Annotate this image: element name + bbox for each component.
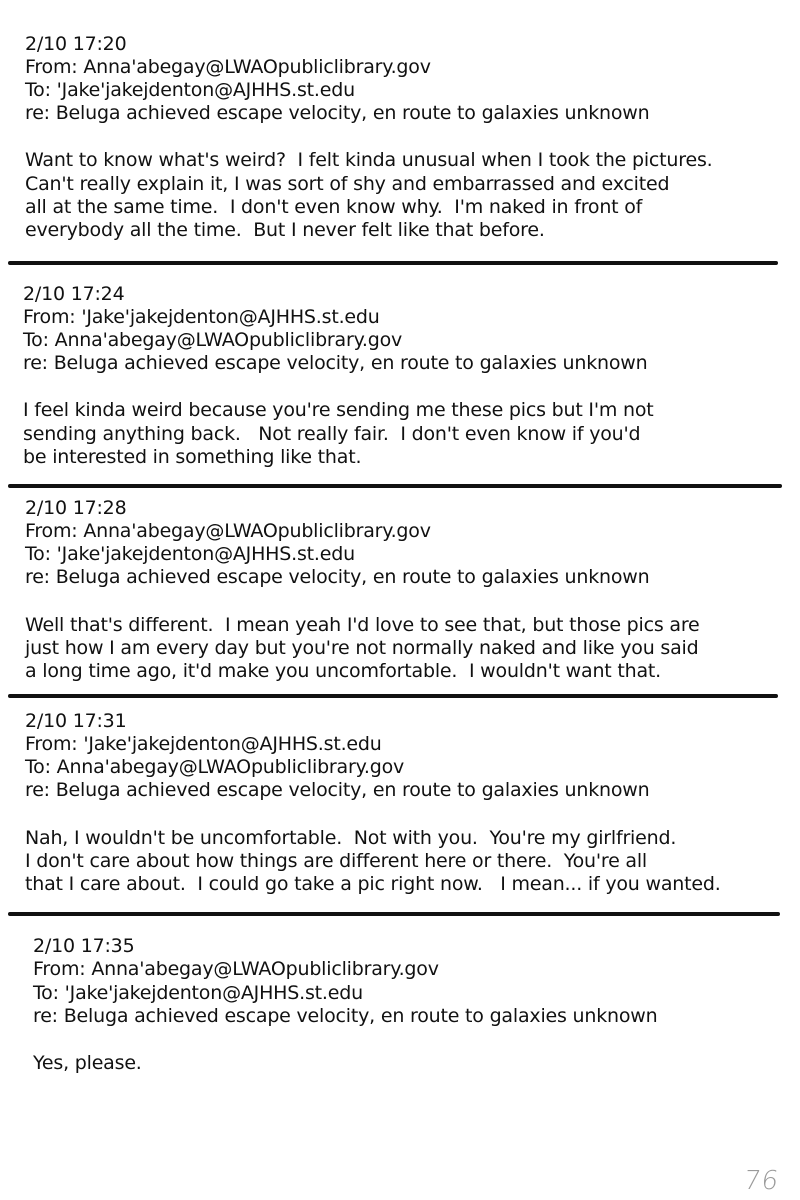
email-body-line: Want to know what's weird? I felt kinda unusual when I took the pictures. xyxy=(25,149,713,171)
email-timestamp: 2/10 17:35 xyxy=(33,935,135,957)
email-from: From: Anna'abegay@LWAOpubliclibrary.gov xyxy=(25,520,431,542)
email-to: To: 'Jake'jakejdenton@AJHHS.st.edu xyxy=(25,79,355,101)
email-body-line: Yes, please. xyxy=(33,1052,142,1074)
email-to: To: 'Jake'jakejdenton@AJHHS.st.edu xyxy=(33,982,363,1004)
email-body-line: I don't care about how things are different here or there. You're all xyxy=(25,850,648,872)
email-timestamp: 2/10 17:20 xyxy=(25,33,127,55)
email-body-line: all at the same time. I don't even know why. I'm naked in front of xyxy=(25,196,643,218)
email-body-line: a long time ago, it'd make you uncomfortable. I wouldn't want that. xyxy=(25,660,662,682)
page-number: 76 xyxy=(741,1166,782,1196)
email-to: To: Anna'abegay@LWAOpubliclibrary.gov xyxy=(25,756,405,778)
email-timestamp: 2/10 17:31 xyxy=(25,710,127,732)
message-divider xyxy=(8,484,782,488)
email-subject: re: Beluga achieved escape velocity, en route to galaxies unknown xyxy=(25,566,650,588)
email-from: From: Anna'abegay@LWAOpubliclibrary.gov xyxy=(33,958,439,980)
email-body-line: sending anything back. Not really fair. I don't even know if you'd xyxy=(23,423,641,445)
email-subject: re: Beluga achieved escape velocity, en route to galaxies unknown xyxy=(23,352,648,374)
email-from: From: 'Jake'jakejdenton@AJHHS.st.edu xyxy=(23,306,380,328)
email-timestamp: 2/10 17:24 xyxy=(23,283,125,305)
email-timestamp: 2/10 17:28 xyxy=(25,497,127,519)
email-from: From: Anna'abegay@LWAOpubliclibrary.gov xyxy=(25,56,431,78)
email-body-line: everybody all the time. But I never felt like that before. xyxy=(25,219,545,241)
message-divider xyxy=(8,912,780,916)
email-to: To: 'Jake'jakejdenton@AJHHS.st.edu xyxy=(25,543,355,565)
email-from: From: 'Jake'jakejdenton@AJHHS.st.edu xyxy=(25,733,382,755)
email-body-line: I feel kinda weird because you're sending me these pics but I'm not xyxy=(23,399,654,421)
email-body-line: Can't really explain it, I was sort of shy and embarrassed and excited xyxy=(25,173,670,195)
email-body-line: just how I am every day but you're not normally naked and like you said xyxy=(25,637,699,659)
email-subject: re: Beluga achieved escape velocity, en route to galaxies unknown xyxy=(25,779,650,801)
email-body-line: that I care about. I could go take a pic right now. I mean... if you wanted. xyxy=(25,873,721,895)
email-subject: re: Beluga achieved escape velocity, en route to galaxies unknown xyxy=(25,102,650,124)
message-divider xyxy=(8,261,778,265)
message-divider xyxy=(8,694,778,698)
email-subject: re: Beluga achieved escape velocity, en route to galaxies unknown xyxy=(33,1005,658,1027)
email-body-line: Nah, I wouldn't be uncomfortable. Not with you. You're my girlfriend. xyxy=(25,827,677,849)
email-body-line: be interested in something like that. xyxy=(23,446,362,468)
email-body-line: Well that's different. I mean yeah I'd love to see that, but those pics are xyxy=(25,614,700,636)
email-to: To: Anna'abegay@LWAOpubliclibrary.gov xyxy=(23,329,403,351)
